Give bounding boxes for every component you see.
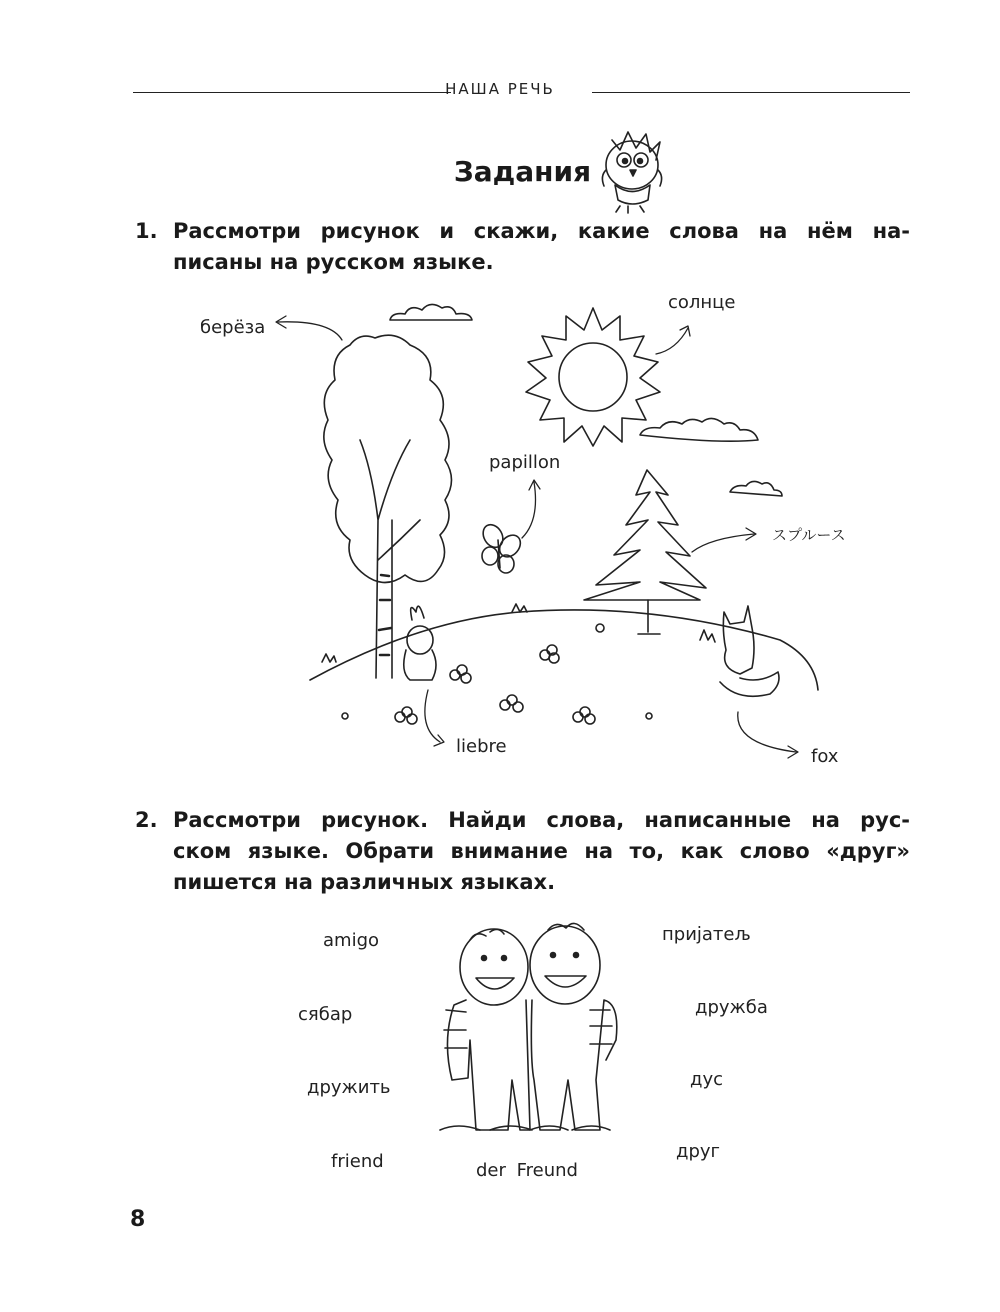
page-title: Задания (453, 155, 592, 188)
word-amigo: amigo (323, 930, 380, 951)
word-dus: дус (690, 1069, 723, 1090)
word-friend: friend (331, 1151, 384, 1172)
task-text-line: Рассмотри рисунок. Найди слова, написанные на рус- (173, 808, 910, 832)
boy-right-icon (530, 923, 617, 1130)
boy-left-icon (440, 929, 532, 1130)
label-birch: берёза (200, 317, 266, 338)
word-druzhit: дружить (307, 1077, 391, 1098)
label-fox: fox (811, 746, 839, 767)
word-prijatel: пријатељ (662, 924, 751, 945)
word-der-freund: der Freund (476, 1160, 578, 1181)
page-number: 8 (130, 1207, 146, 1232)
label-sun: солнце (668, 292, 736, 313)
label-hare: liebre (456, 736, 507, 757)
section-title: НАША РЕЧЬ (445, 80, 555, 98)
task-text-line: пишется на различных языках. (173, 870, 556, 894)
label-spruce: スプルース (772, 526, 846, 544)
task-number: 1. (135, 219, 158, 243)
word-druzhba: дружба (695, 997, 768, 1018)
word-syabar: сябар (298, 1004, 353, 1025)
task-number: 2. (135, 808, 158, 832)
task-text-line: ском языке. Обрати внимание на то, как слово «друг» (173, 839, 910, 863)
task-text-line: писаны на русском языке. (173, 250, 494, 274)
task-text-line: Рассмотри рисунок и скажи, какие слова на нём на- (173, 219, 910, 243)
word-drug: друг (676, 1141, 720, 1162)
label-butterfly: papillon (489, 452, 561, 473)
